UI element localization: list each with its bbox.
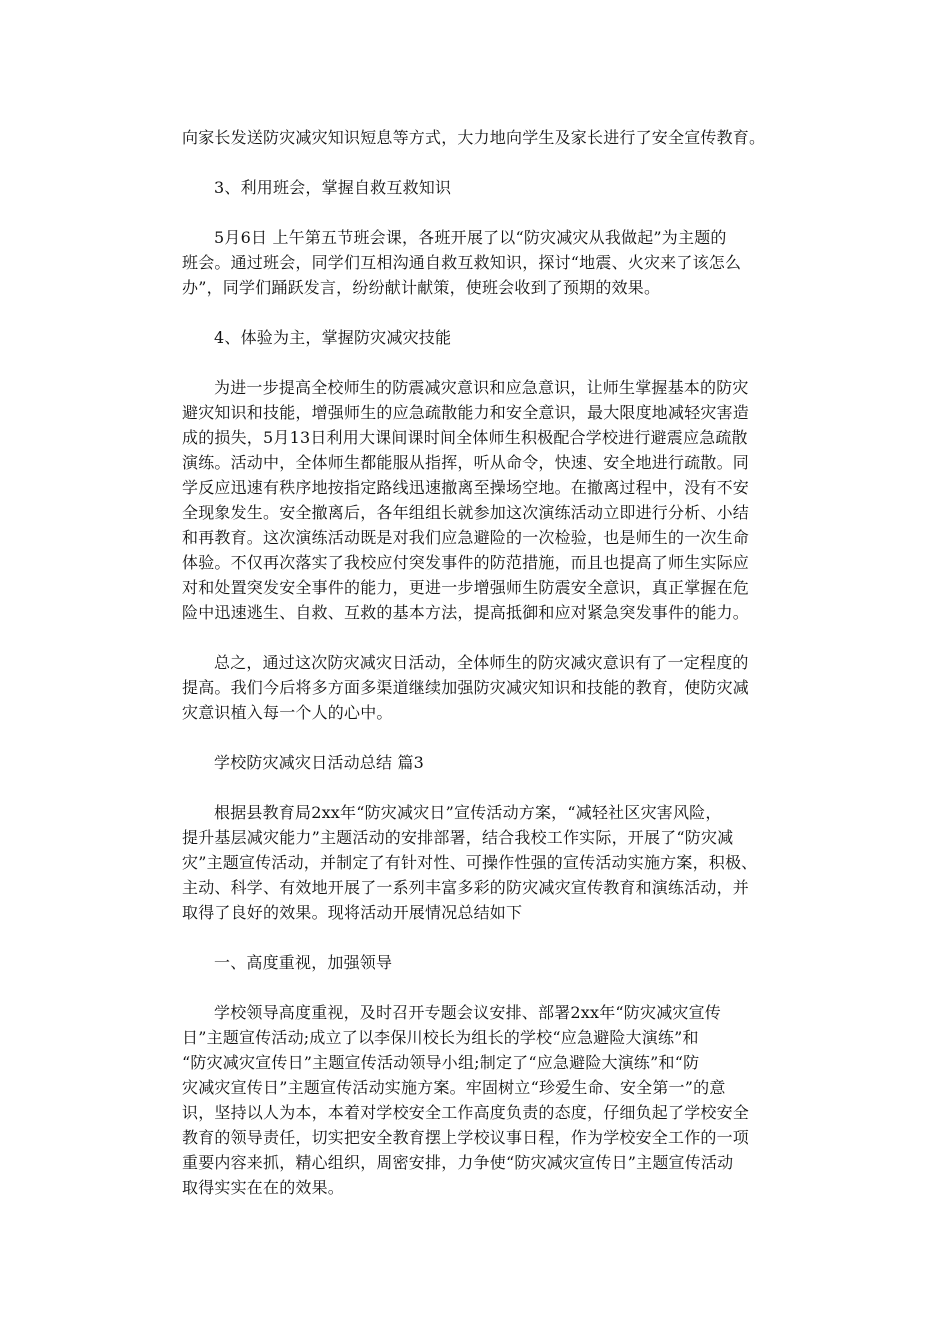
text-line: 灾”主题宣传活动，并制定了有针对性、可操作性强的宣传活动实施方案，积极、 [182,853,758,872]
text-line: 为进一步提高全校师生的防震减灾意识和应急意识，让师生掌握基本的防灾 [214,378,749,397]
heading-4 [182,325,776,350]
text-line: 全现象发生。安全撤离后，各年组组长就参加这次演练活动立即进行分析、小结 [182,503,750,522]
paragraph-class-meeting [182,225,776,300]
text-line: 灾减灾宣传日”主题宣传活动实施方案。牢固树立“珍爱生命、安全第一”的意 [182,1078,726,1097]
text-line: 对和处置突发安全事件的能力，更进一步增强师生防震安全意识，真正掌握在危 [182,578,750,597]
text-line: 识，坚持以人为本，本着对学校安全工作高度负责的态度，仔细负起了学校安全 [182,1103,750,1122]
text-line: 险中迅速逃生、自救、互救的基本方法，提高抵御和应对紧急突发事件的能力。 [182,603,750,622]
text-line: 班会。通过班会，同学们互相沟通自救互救知识，探讨“地震、火灾来了该怎么 [182,253,742,272]
text-line: 和再教育。这次演练活动既是对我们应急避险的一次检验，也是师生的一次生命 [182,528,750,547]
text-line: 主动、科学、有效地开展了一系列丰富多彩的防灾减灾宣传教育和演练活动，并 [182,878,750,897]
heading-one [182,950,776,975]
text-line: 演练。活动中，全体师生都能服从指挥，听从命令，快速、安全地进行疏散。同 [182,453,750,472]
text-line: 办”，同学们踊跃发言，纷纷献计献策，使班会收到了预期的效果。 [182,278,661,297]
text-line: 向家长发送防灾减灾知识短息等方式，大力地向学生及家长进行了安全宣传教育。 [182,128,766,147]
section-heading: 4、体验为主，掌握防灾减灾技能 [214,328,452,347]
heading-3 [182,175,776,200]
text-line: 提升基层减灾能力”主题活动的安排部署，结合我校工作实际，开展了“防灾减 [182,828,734,847]
text-line: 5月6日 上午第五节班会课，各班开展了以“防灾减灾从我做起”为主题的 [214,228,727,247]
text-line: 成的损失，5月13日利用大课间课时间全体师生积极配合学校进行避震应急疏散 [182,428,748,447]
paragraph-drill [182,375,776,625]
paragraph-intro [182,125,776,150]
text-line: 重要内容来抓，精心组织，周密安排，力争使“防灾减灾宣传日”主题宣传活动 [182,1153,734,1172]
section-title: 学校防灾减灾日活动总结 篇3 [214,753,425,772]
section-title-block [182,750,776,775]
paragraph-summary [182,650,776,725]
text-line: 取得了良好的效果。现将活动开展情况总结如下 [182,903,523,922]
text-line: 体验。不仅再次落实了我校应付突发事件的防范措施，而且也提高了师生实际应 [182,553,750,572]
text-line: “防灾减灾宣传日”主题宣传活动领导小组;制定了“应急避险大演练”和“防 [182,1053,700,1072]
text-line: 学校领导高度重视，及时召开专题会议安排、部署2xx年“防灾减灾宣传 [214,1003,722,1022]
text-line: 避灾知识和技能，增强师生的应急疏散能力和安全意识，最大限度地减轻灾害造 [182,403,750,422]
paragraph-leadership [182,1000,776,1200]
text-line: 教育的领导责任，切实把安全教育摆上学校议事日程，作为学校安全工作的一项 [182,1128,750,1147]
text-line: 取得实实在在的效果。 [182,1178,345,1197]
text-line: 灾意识植入每一个人的心中。 [182,703,393,722]
text-line: 根据县教育局2xx年“防灾减灾日”宣传活动方案，“减轻社区灾害风险， [214,803,722,822]
text-line: 学反应迅速有秩序地按指定路线迅速撤离至操场空地。在撤离过程中，没有不安 [182,478,750,497]
section-heading: 一、高度重视，加强领导 [214,953,393,972]
text-line: 日”主题宣传活动;成立了以李保川校长为组长的学校“应急避险大演练”和 [182,1028,699,1047]
paragraph-section3-intro [182,800,776,925]
section-heading: 3、利用班会，掌握自救互救知识 [214,178,452,197]
text-line: 提高。我们今后将多方面多渠道继续加强防灾减灾知识和技能的教育，使防灾减 [182,678,750,697]
text-line: 总之，通过这次防灾减灾日活动，全体师生的防灾减灾意识有了一定程度的 [214,653,749,672]
